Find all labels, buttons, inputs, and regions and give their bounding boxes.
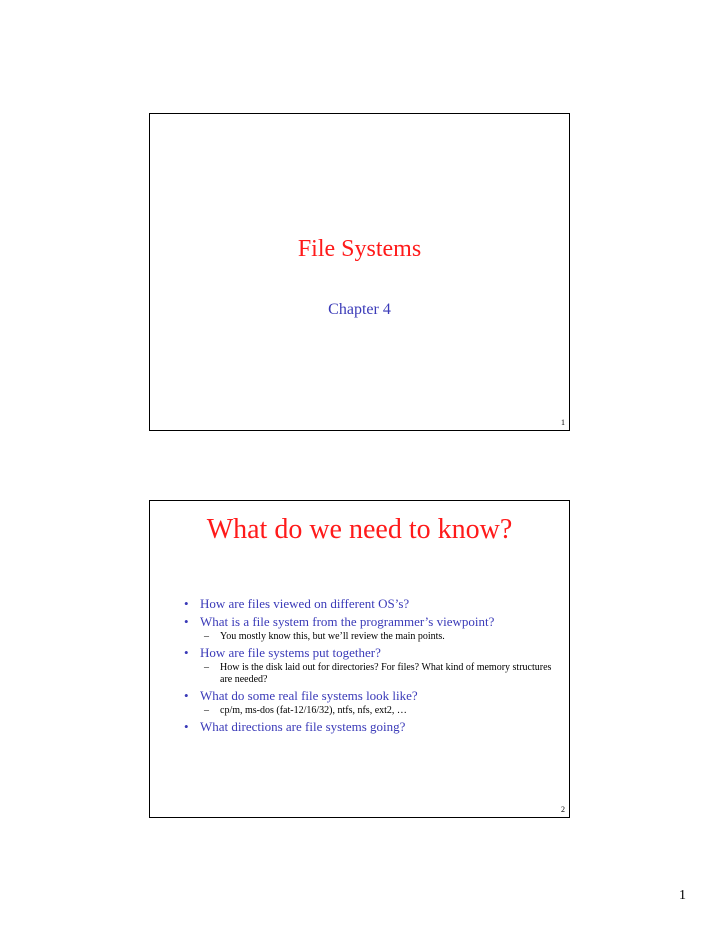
slide-1-number: 1 (561, 418, 565, 427)
bullet-text: How are files viewed on different OS’s? (200, 596, 410, 611)
bullet-text: What do some real file systems look like? (200, 688, 418, 703)
sub-bullet-list (200, 662, 565, 686)
bullet-text: What directions are file systems going? (200, 719, 406, 734)
bullet-item (170, 614, 565, 643)
sub-bullet-text: cp/m, ms-dos (fat-12/16/32), ntfs, nfs, ext2, … (220, 705, 407, 716)
bullet-dot-icon: • (184, 645, 189, 660)
dash-icon: – (204, 662, 209, 673)
slide-1-title: File Systems (297, 236, 422, 262)
sub-bullet-list (200, 705, 565, 717)
bullet-dot-icon: • (184, 688, 189, 703)
sub-bullet-item (200, 662, 565, 686)
dash-icon: – (204, 705, 209, 716)
slide-2 (149, 500, 570, 818)
sub-bullet-list (200, 631, 565, 643)
bullet-item (170, 719, 565, 735)
bullet-dot-icon: • (184, 596, 189, 611)
bullet-item (170, 688, 565, 717)
bullet-list (170, 596, 565, 737)
bullet-text: What is a file system from the programmer’s viewpoint? (200, 614, 495, 629)
sub-bullet-item (200, 705, 565, 717)
bullet-item (170, 596, 565, 612)
sub-bullet-item (200, 631, 565, 643)
sub-bullet-text: How is the disk laid out for directories? For files? What kind of memory structures are needed? (220, 662, 552, 685)
page-number: 1 (679, 888, 686, 903)
slide-2-number: 2 (561, 805, 565, 814)
slide-2-heading: What do we need to know? (206, 514, 513, 545)
bullet-dot-icon: • (184, 719, 189, 734)
bullet-text: How are file systems put together? (200, 645, 381, 660)
dash-icon: – (204, 631, 209, 642)
slide-1 (149, 113, 570, 431)
slide-1-subtitle: Chapter 4 (328, 301, 391, 318)
bullet-dot-icon: • (184, 614, 189, 629)
sub-bullet-text: You mostly know this, but we’ll review the main points. (220, 631, 445, 642)
bullet-item (170, 645, 565, 686)
